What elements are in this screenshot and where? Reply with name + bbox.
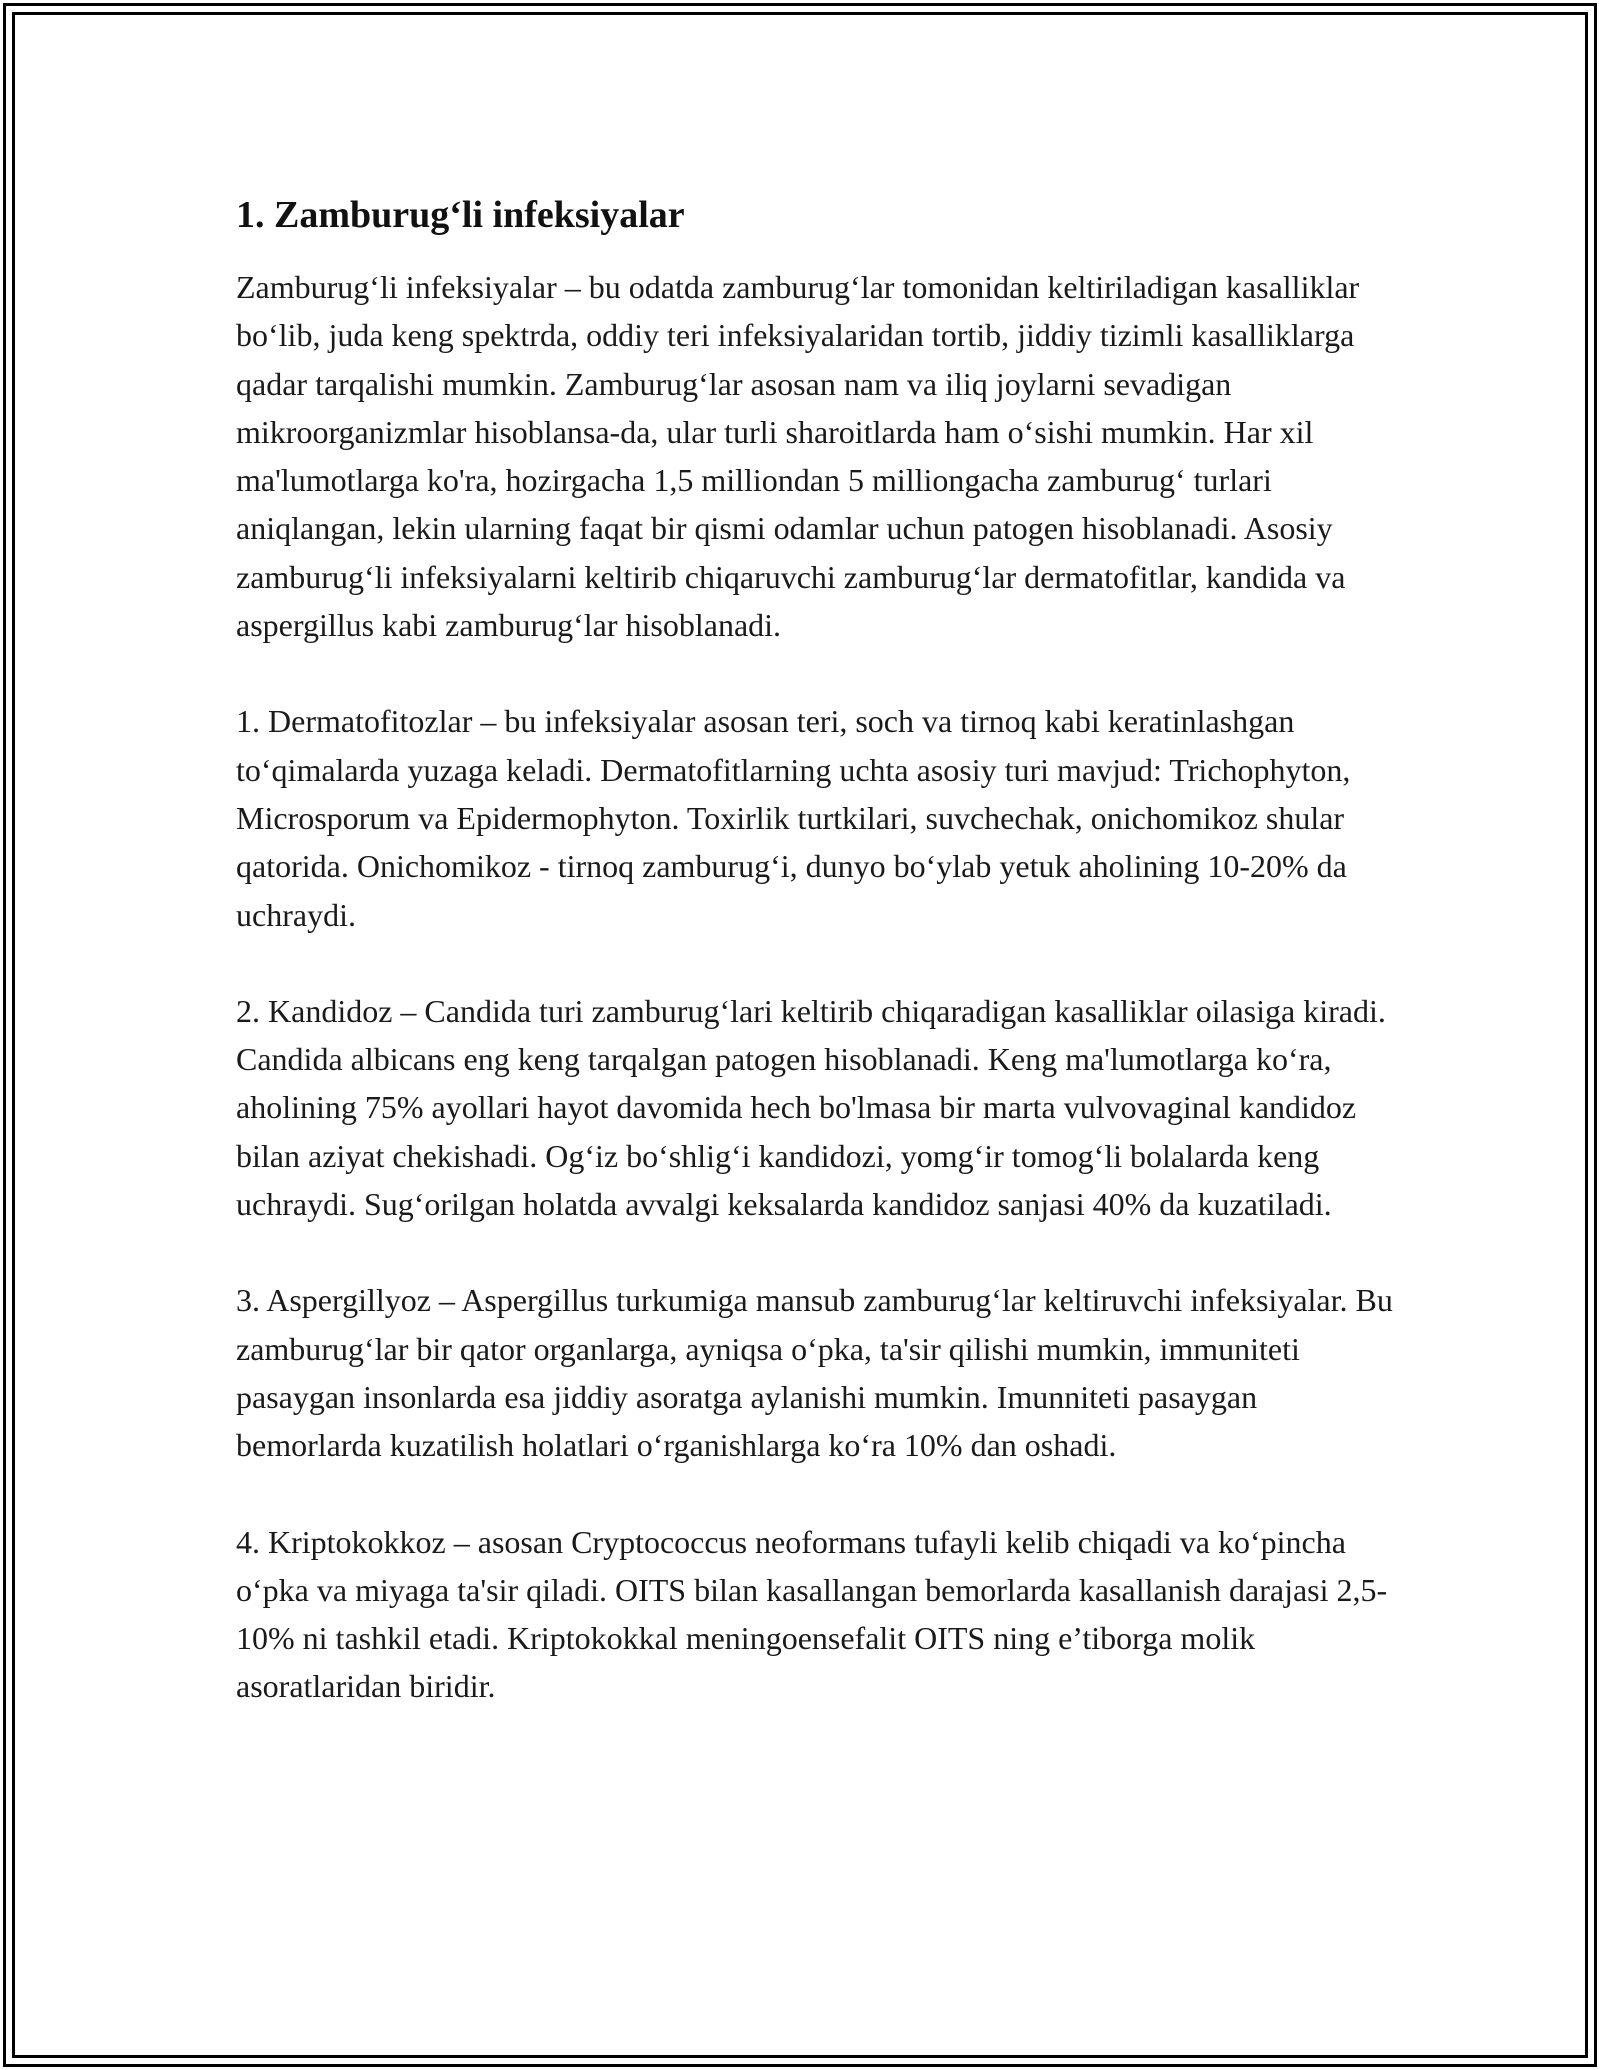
section-heading: 1. Zamburug‘li infeksiyalar — [236, 194, 685, 236]
aspergillyoz-paragraph: 3. Aspergillyoz – Aspergillus turkumiga mansub zamburug‘lar keltiruvchi infeksiyalar. Bu zamburug‘lar bir qator organlarga, ayniqsa o‘pka, ta'sir qilishi mumkin, immuniteti pasaygan insonlarda esa jiddiy asoratga aylanishi mumkin. Imunniteti pasaygan bemorlarda kuzatilish holatlari o‘rganishlarga ko‘ra 10% dan oshadi. — [236, 1282, 1393, 1464]
intro-paragraph: Zamburug‘li infeksiyalar – bu odatda zamburug‘lar tomonidan keltiriladigan kasalliklar bo‘lib, juda keng spektrda, oddiy teri infeksiyalaridan tortib, jiddiy tizimli kasalliklarga qadar tarqalishi mumkin. Zamburug‘lar asosan nam va iliq joylarni sevadigan mikroorganizmlar hisoblansa-da, ular turli sharoitlarda ham o‘sishi mumkin. Har xil ma'lumotlarga ko'ra, hozirgacha 1,5 milliondan 5 milliongacha zamburug‘ turlari aniqlangan, lekin ularning faqat bir qismi odamlar uchun patogen hisoblanadi. Asosiy zamburug‘li infeksiyalarni keltirib chiqaruvchi zamburug‘lar dermatofitlar, kandida va aspergillus kabi zamburug‘lar hisoblanadi. — [236, 269, 1360, 644]
kandidoz-paragraph: 2. Kandidoz – Candida turi zamburug‘lari keltirib chiqaradigan kasalliklar oilasiga kiradi. Candida albicans eng keng tarqalgan patogen hisoblanadi. Keng ma'lumotlarga ko‘ra, aholining 75% ayollari hayot davomida hech bo'lmasa bir marta vulvovaginal kandidoz bilan aziyat chekishadi. Og‘iz bo‘shlig‘i kandidozi, yomg‘ir tomog‘li bolalarda keng uchraydi. Sug‘orilgan holatda avvalgi keksalarda kandidoz sanjasi 40% da kuzatiladi. — [236, 992, 1386, 1223]
kriptokokkoz-paragraph: 4. Kriptokokkoz – asosan Cryptococcus neoformans tufayli kelib chiqadi va ko‘pincha o‘pka va miyaga ta'sir qiladi. OITS bilan kasallangan bemorlarda kasallanish darajasi 2,5-10% ni tashkil etadi. Kriptokokkal meningoensefalit OITS ning e’tiborga molik asoratlaridan biridir. — [236, 1523, 1388, 1705]
dermatofitoz-paragraph: 1. Dermatofitozlar – bu infeksiyalar asosan teri, soch va tirnoq kabi keratinlashgan to‘qimalarda yuzaga keladi. Dermatofitlarning uchta asosiy turi mavjud: Trichophyton, Microsporum va Epidermophyton. Toxirlik turtkilari, suvchechak, onichomikoz shular qatorida. Onichomikoz - tirnoq zamburug‘i, dunyo bo‘ylab yetuk aholining 10-20% da uchraydi. — [236, 703, 1351, 933]
document-body — [236, 187, 1396, 1759]
